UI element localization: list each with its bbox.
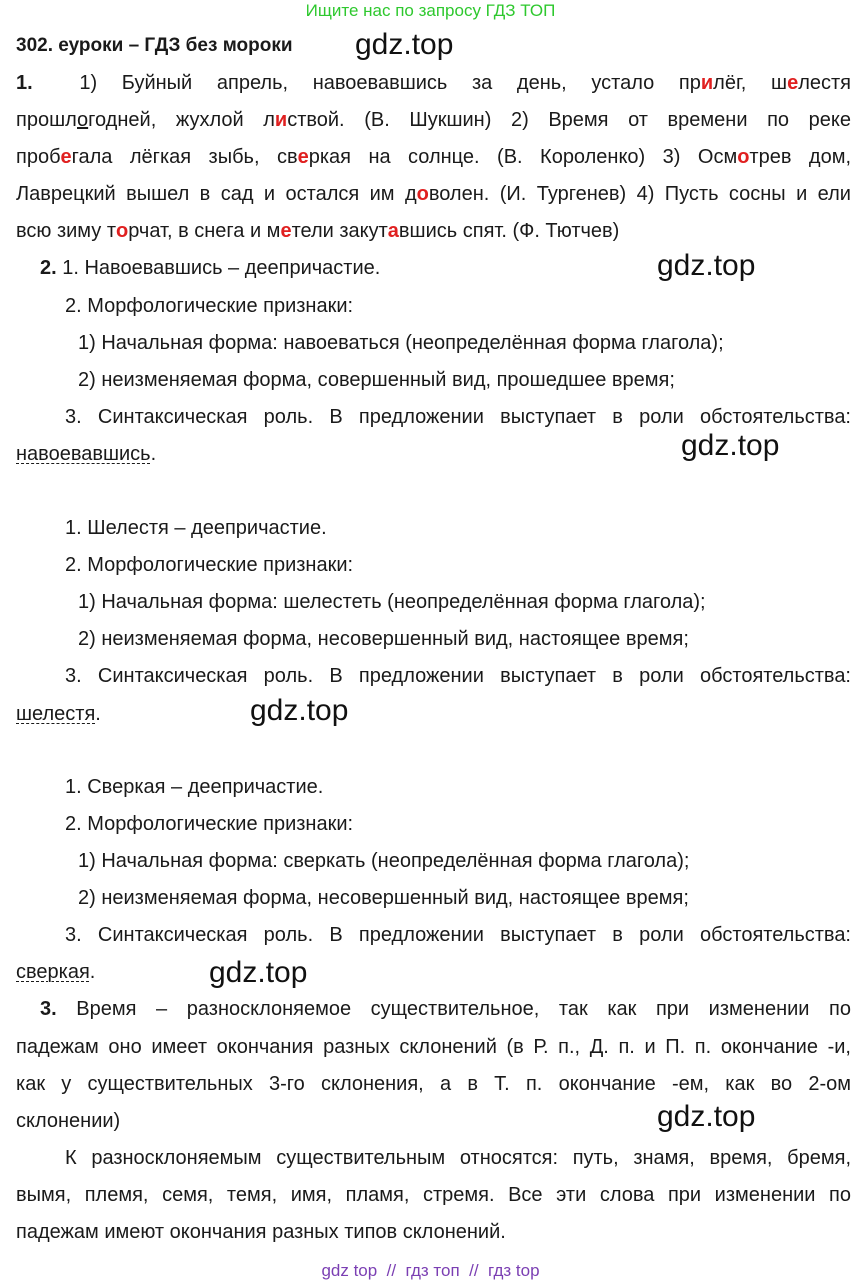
task2-c-line-4: 2) неизменяемая форма, несовершенный вид, настоящее время; — [78, 887, 689, 909]
task1-line-5: всю зиму торчат, в снега и метели закутавшись спят. (Ф. Тютчев) — [16, 220, 620, 242]
task1-line-2: прошлогодней, жухлой листвой. (В. Шукшин) 2) Время от времени по реке — [16, 109, 851, 131]
task2-b-line-3: 1) Начальная форма: шелестеть (неопределённая форма глагола); — [78, 591, 706, 613]
task3-line-1: 3. Время – разносклоняемое существительное, так как при изменении по — [40, 998, 851, 1020]
task3-line-4: склонении) — [16, 1110, 121, 1132]
task2-b-line-2: 2. Морфологические признаки: — [65, 554, 354, 576]
task2-a-line-4: 2) неизменяемая форма, совершенный вид, прошедшее время; — [78, 369, 675, 391]
task2-c-line-6: сверкая. — [16, 961, 96, 983]
task2-b-line-5: 3. Синтаксическая роль. В предложении выступает в роли обстоятельства: — [65, 665, 851, 687]
task2-number: 2. — [40, 257, 57, 279]
task2-a-line-6: навоевавшись. — [16, 443, 157, 465]
watermark: gdz.top — [250, 694, 349, 727]
task2-c-line-1: 1. Сверкая – деепричастие. — [65, 776, 324, 798]
task2-c-line-5: 3. Синтаксическая роль. В предложении выступает в роли обстоятельства: — [65, 924, 851, 946]
watermark: gdz.top — [681, 429, 780, 462]
search-banner[interactable]: Ищите нас по запросу ГДЗ ТОП — [305, 1, 556, 20]
task2-c-line-2: 2. Морфологические признаки: — [65, 813, 354, 835]
watermark: gdz.top — [657, 249, 756, 282]
task3-line-2: падежам оно имеет окончания разных склонений (в Р. п., Д. п. и П. п. окончание -и, — [16, 1036, 851, 1058]
task3-para-line-3: падежам имеют окончания разных типов склонений. — [16, 1221, 506, 1243]
task3-para-line-1: К разносклоняемым существительным относятся: путь, знамя, время, бремя, — [65, 1147, 851, 1169]
watermark: gdz.top — [355, 28, 454, 61]
page-title: 302. еуроки – ГДЗ без мороки — [16, 35, 293, 56]
task3-number: 3. — [40, 998, 57, 1020]
footer-links[interactable]: gdz top // гдз топ // гдз top — [321, 1261, 540, 1280]
task1-line-3: пробегала лёгкая зыбь, сверкая на солнце. (В. Короленко) 3) Осмотрев дом, — [16, 146, 851, 168]
task1-line-1: 1. 1) Буйный апрель, навоевавшись за день, устало прилёг, шелестя — [16, 72, 851, 94]
task2-a-line-1: 2. 1. Навоевавшись – деепричастие. — [40, 257, 381, 279]
task3-para-line-2: вымя, племя, семя, темя, имя, пламя, стремя. Все эти слова при изменении по — [16, 1184, 851, 1206]
task1-number: 1. — [16, 72, 33, 94]
task3-line-3: как у существительных 3-го склонения, а в Т. п. окончание -ем, как во 2-ом — [16, 1073, 851, 1095]
watermark: gdz.top — [657, 1100, 756, 1133]
task1-line-4: Лаврецкий вышел в сад и остался им доволен. (И. Тургенев) 4) Пусть сосны и ели — [16, 183, 851, 205]
task2-b-line-4: 2) неизменяемая форма, несовершенный вид, настоящее время; — [78, 628, 689, 650]
task2-b-line-6: шелестя. — [16, 703, 101, 725]
task2-a-line-2: 2. Морфологические признаки: — [65, 295, 354, 317]
task2-c-line-3: 1) Начальная форма: сверкать (неопределённая форма глагола); — [78, 850, 690, 872]
watermark: gdz.top — [209, 956, 308, 989]
task2-b-line-1: 1. Шелестя – деепричастие. — [65, 517, 327, 539]
task2-a-line-5: 3. Синтаксическая роль. В предложении выступает в роли обстоятельства: — [65, 406, 851, 428]
task2-a-line-3: 1) Начальная форма: навоеваться (неопределённая форма глагола); — [78, 332, 724, 354]
